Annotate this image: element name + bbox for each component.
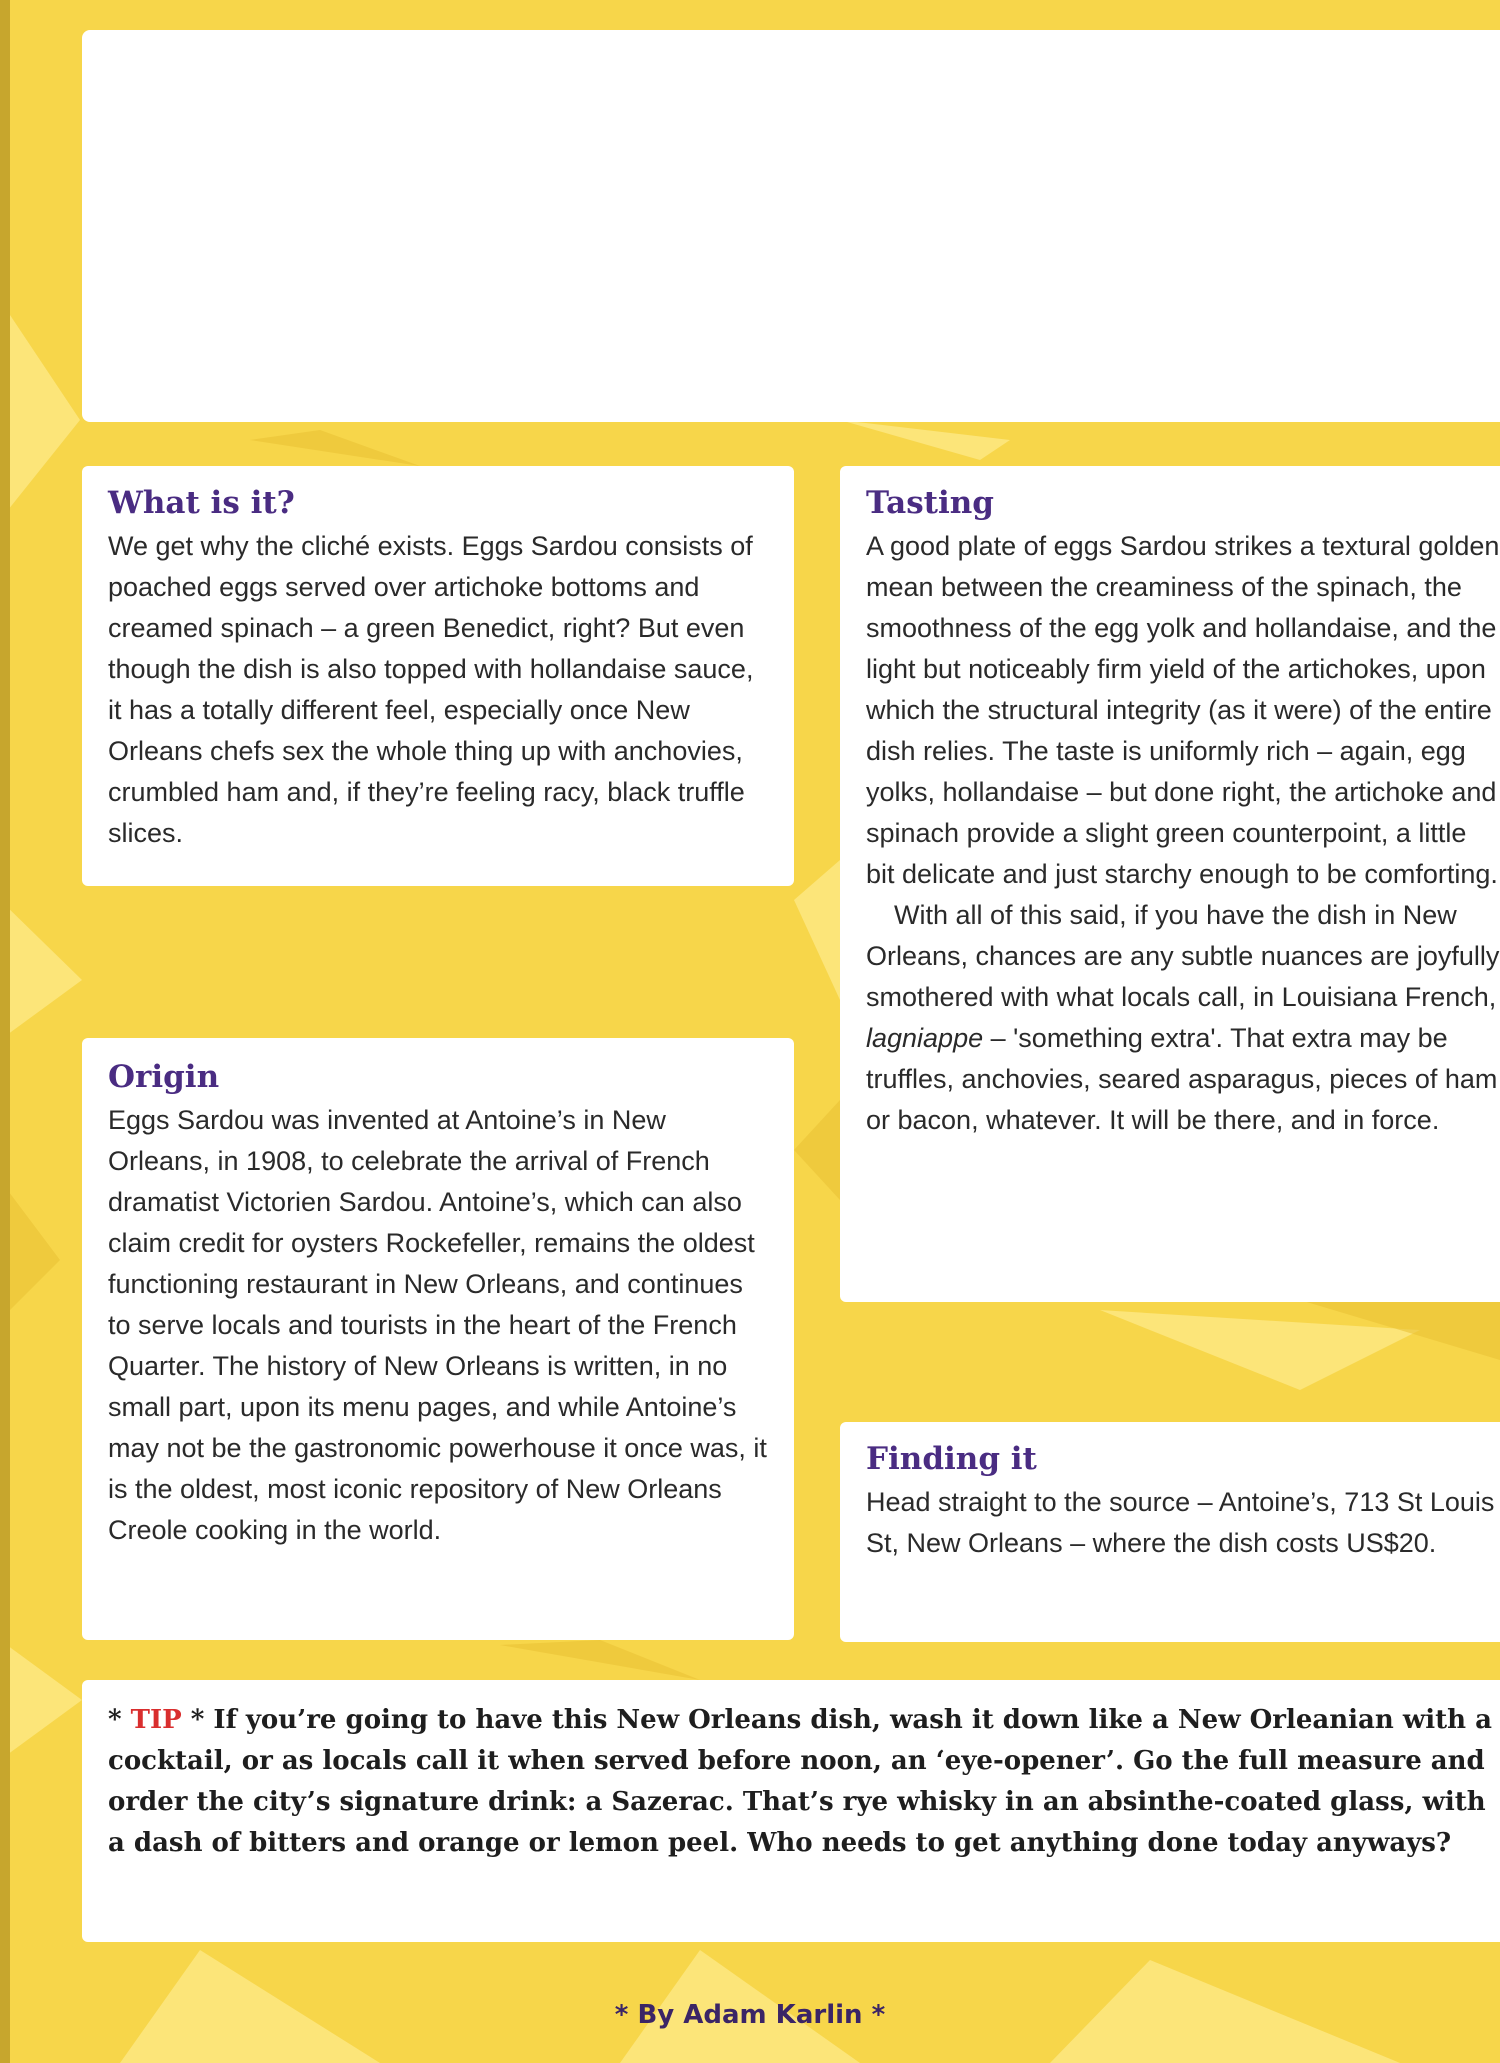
- tasting-paragraph-2: [866, 895, 1500, 1141]
- origin-text: Eggs Sardou was invented at Antoine’s in New Orleans, in 1908, to celebrate the arrival of French dramatist Victorien Sardou. Antoine’s, which can also claim credit for oysters Rockefeller, remains the oldest functioning restaurant in New Orleans, and continues to serve locals and tourists in the heart of the French Quarter. The history of New Orleans is written, in no small part, upon its menu pages, and while Antoine’s may not be the gastronomic powerhouse it once was, it is the oldest, most iconic repository of New Orleans Creole cooking in the world.: [108, 1105, 767, 1546]
- tip-star-close: *: [181, 1705, 214, 1735]
- header-card: [82, 30, 1500, 422]
- what-is-it-heading: What is it?: [108, 485, 295, 521]
- finding-it-heading: Finding it: [866, 1441, 1037, 1477]
- lagniappe-term: lagniappe: [866, 1023, 984, 1054]
- tasting-heading: Tasting: [866, 485, 994, 521]
- tasting-card: [840, 466, 1500, 1302]
- tip-card: [82, 1680, 1500, 1942]
- what-is-it-card: [82, 466, 794, 886]
- what-is-it-text: We get why the cliché exists. Eggs Sardou consists of poached eggs served over artichoke bottoms and creamed spinach – a green Benedict, right? But even though the dish is also topped with hollandaise sauce, it has a totally different feel, especially once New Orleans chefs sex the whole thing up with anchovies, crumbled ham and, if they’re feeling racy, black truffle slices.: [108, 531, 754, 849]
- tip-body: If you’re going to have this New Orleans dish, wash it down like a New Orleanian with a cocktail, or as locals call it when served before noon, an ‘eye-opener’. Go the full measure and order the city’s signature drink: a Sazerac. That’s rye whisky in an absinthe-coated glass, with a dash of bitters and orange or lemon peel. Who needs to get anything done today anyways?: [108, 1705, 1492, 1858]
- page-edge: [0, 0, 10, 2063]
- origin-heading: Origin: [108, 1059, 220, 1095]
- origin-card: [82, 1038, 794, 1640]
- tip-label: TIP: [130, 1705, 182, 1735]
- tip-star-open: *: [108, 1705, 131, 1735]
- tip-text: [108, 1700, 1500, 1864]
- byline: * By Adam Karlin *: [614, 2000, 886, 2030]
- tasting-paragraph-2-end: – 'something extra'. That extra may be truffles, anchovies, seared asparagus, pieces of ham or bacon, whatever. It will be there, and in force.: [866, 1023, 1498, 1136]
- tasting-paragraph-1: A good plate of eggs Sardou strikes a textural golden mean between the creaminess of the spinach, the smoothness of the egg yolk and hollandaise, and the light but noticeably firm yield of the artichokes, upon which the structural integrity (as it were) of the entire dish relies. The taste is uniformly rich – again, egg yolks, hollandaise – but done right, the artichoke and spinach provide a slight green counterpoint, a little bit delicate and just starchy enough to be comforting.: [866, 531, 1500, 890]
- tasting-paragraph-2-start: With all of this said, if you have the dish in New Orleans, chances are any subtle nuances are joyfully smothered with what locals call, in Louisiana French,: [866, 900, 1500, 1013]
- finding-it-card: [840, 1422, 1500, 1642]
- finding-it-text: Head straight to the source – Antoine’s, 713 St Louis St, New Orleans – where the dish costs US$20.: [866, 1487, 1495, 1559]
